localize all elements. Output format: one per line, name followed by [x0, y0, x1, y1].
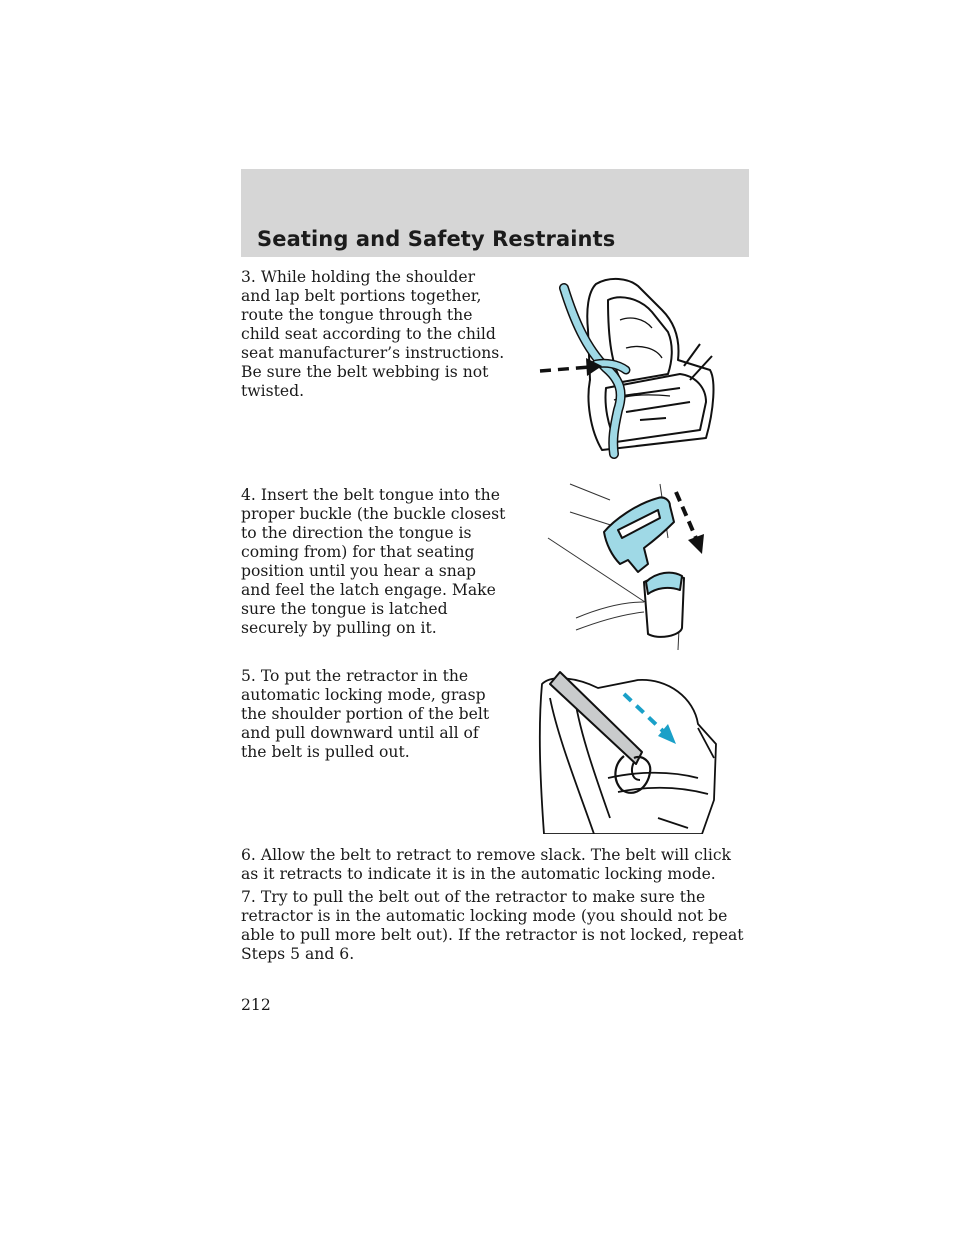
buckle-insertion-illustration — [540, 478, 720, 653]
section-title: Seating and Safety Restraints — [257, 227, 616, 251]
child-seat-routing-illustration — [530, 270, 730, 465]
step-4-text: 4. Insert the belt tongue into the proper buckle (the buckle closest to the direction the tongue is coming from) for that seating position until you hear a snap and feel the latch engage. Make sure the tongue is latched securely by pulling on it. — [241, 486, 506, 637]
step-3-text: 3. While holding the shoulder and lap belt portions together, route the tongue through the child seat according to the child seat manufacturer’s instructions. Be sure the belt webbing is not twisted. — [241, 268, 505, 400]
step-5-text: 5. To put the retractor in the automatic locking mode, grasp the shoulder portion of the belt and pull downward until all of the belt is pulled out. — [241, 667, 490, 761]
step-7-text: 7. Try to pull the belt out of the retractor to make sure the retractor is in the automatic locking mode (you should not be able to pull more belt out). If the retractor is not locked, repeat Steps 5 and 6. — [241, 888, 744, 963]
page-number: 212 — [241, 996, 271, 1014]
retractor-pull-illustration — [538, 668, 720, 834]
step-6-text: 6. Allow the belt to retract to remove slack. The belt will click as it retracts to indicate it is in the automatic locking mode. — [241, 846, 732, 883]
section-header — [241, 169, 749, 257]
